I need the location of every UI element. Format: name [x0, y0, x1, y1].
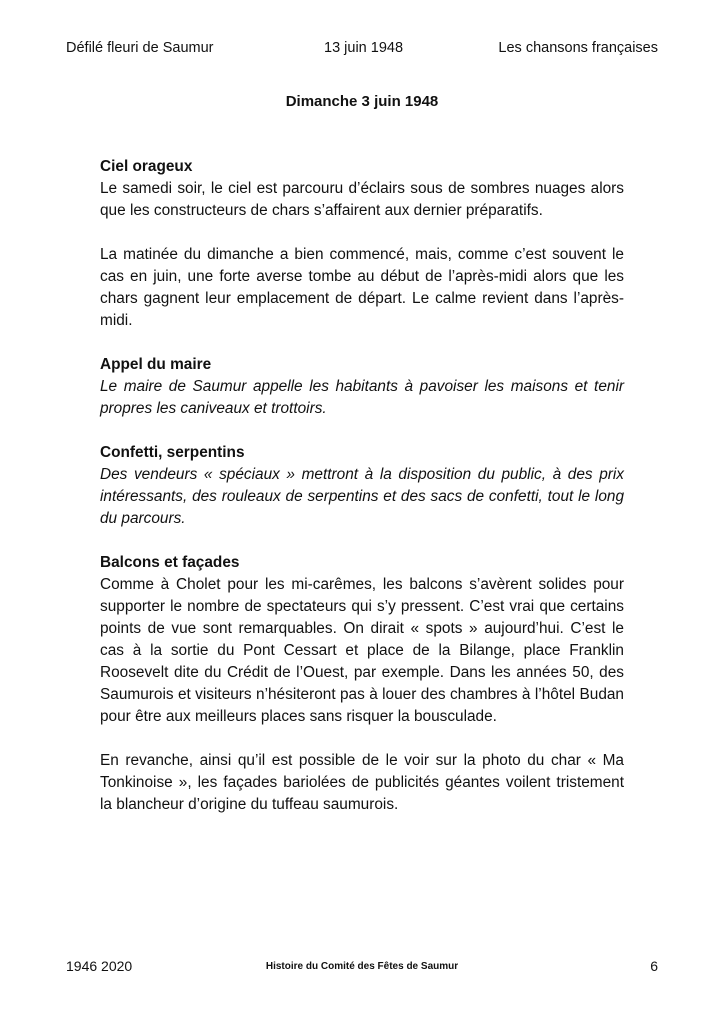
section-ciel-orageux: [100, 156, 624, 332]
section-paragraph: Des vendeurs « spéciaux » mettront à la disposition du public, à des prix intéressants, des rouleaux de serpentins et des sacs de confetti, tout le long du parcours.: [100, 466, 624, 527]
footer-years: 1946 2020: [66, 958, 133, 974]
header-date: 13 juin 1948: [324, 40, 404, 56]
section-paragraph: Comme à Cholet pour les mi-carêmes, les balcons s’avèrent solides pour supporter le nombre de spectateurs qui s’y pressent. C’est vrai que certains points de vue sont remarquables. On dirait « spots » aujourd’hui. C’est le cas à la sortie du Pont Cessart et place de la Bilange, place Franklin Roosevelt dite du Crédit de l’Ouest, par exemple. Dans les années 50, des Saumurois et visiteurs n’hésiteront pas à louer des chambres à l’hôtel Budan pour être aux meilleurs places sans risquer la bousculade.: [100, 576, 624, 725]
page-header: [66, 40, 658, 64]
section-appel-du-maire: [100, 354, 624, 420]
section-paragraph: Le maire de Saumur appelle les habitants à pavoiser les maisons et tenir propres les caniveaux et trottoirs.: [100, 378, 624, 417]
section-confetti-serpentins: [100, 442, 624, 530]
page-number: 6: [650, 958, 658, 974]
section-balcons-et-facades: [100, 552, 624, 816]
section-heading: Appel du maire: [100, 356, 212, 373]
section-heading: Confetti, serpentins: [100, 444, 245, 461]
page-footer: [66, 958, 658, 978]
section-paragraph: La matinée du dimanche a bien commencé, mais, comme c’est souvent le cas en juin, une forte averse tombe au début de l’après-midi alors que les chars gagnent leur emplacement de départ. Le calme revient dans l’après-midi.: [100, 246, 624, 329]
section-paragraph: Le samedi soir, le ciel est parcouru d’éclairs sous de sombres nuages alors que les constructeurs de chars s’affairent aux dernier préparatifs.: [100, 180, 624, 219]
section-paragraph: En revanche, ainsi qu’il est possible de le voir sur la photo du char « Ma Tonkinoise », les façades bariolées de publicités géantes voilent tristement la blancheur d’origine du tuffeau saumurois.: [100, 752, 624, 813]
header-right-text: Les chansons françaises: [498, 40, 658, 56]
section-heading: Ciel orageux: [100, 158, 193, 175]
document-body: [100, 156, 624, 838]
footer-book-title: Histoire du Comité des Fêtes de Saumur: [265, 961, 459, 972]
header-left-text: Défilé fleuri de Saumur: [66, 40, 214, 56]
page-title: Dimanche 3 juin 1948: [285, 93, 439, 110]
section-heading: Balcons et façades: [100, 554, 240, 571]
